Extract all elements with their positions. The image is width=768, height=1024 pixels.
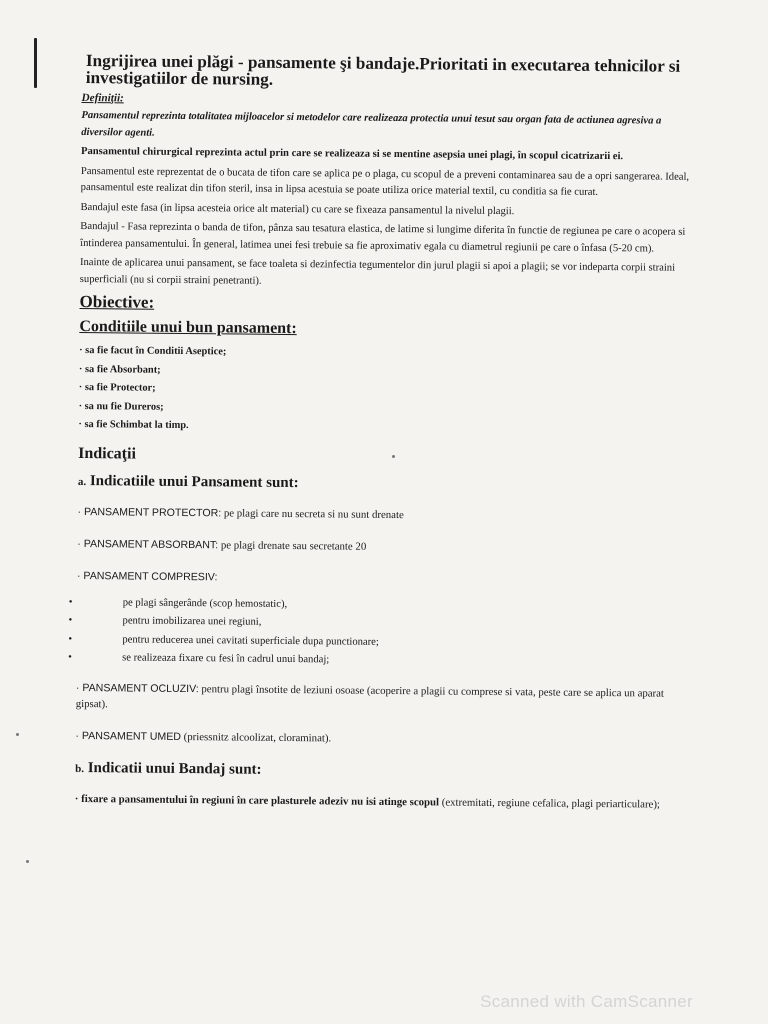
pansament-item — [77, 535, 699, 557]
list-item: · sa fie Schimbat la timp. — [78, 418, 189, 432]
item-text: (extremitati, regiune cefalica, plagi periarticulare); — [438, 795, 661, 811]
section-letter: a. — [77, 475, 87, 488]
item-text: pe plagi care nu secreta si nu sunt drenate — [221, 506, 404, 521]
scan-speck — [16, 733, 19, 736]
list-item: · sa fie Absorbant; — [78, 363, 161, 376]
conditions-list — [78, 342, 701, 440]
conditions-heading — [79, 318, 701, 342]
section-letter: b. — [75, 762, 85, 775]
list-item: · sa nu fie Dureros; — [78, 400, 164, 413]
item-text: pe plagi drenate sau secretante 20 — [218, 538, 367, 553]
pansament-item — [76, 679, 698, 717]
definition-paragraph: Pansamentul chirurgical reprezinta actul prin care se realizeaza si se mentine asepsia unei plagi, în scopul cicatrizarii ei. — [80, 145, 624, 163]
margin-mark — [34, 38, 37, 88]
item-label: · PANSAMENT UMED — [75, 729, 182, 743]
item-label: · PANSAMENT COMPRESIV: — [76, 569, 218, 583]
item-label: · PANSAMENT OCLUZIV: — [75, 681, 199, 695]
pansament-item — [78, 503, 700, 525]
definition-paragraph: Inainte de aplicarea unui pansament, se face toaleta si dezinfectia tegumentelor din jurul plagii si apoi a plagii; se vor indeparta corpii straini superficiali (nu si corpii straini penetranti). — [79, 256, 676, 287]
compresiv-bullets — [76, 593, 699, 673]
pansament-item — [75, 727, 697, 749]
section-title: Indicatii unui Bandaj sunt: — [87, 759, 262, 778]
definition-paragraph: Bandajul este fasa (in lipsa acesteia orice alt material) cu care se fixeaza pansamentul la nivelul plagii. — [80, 201, 515, 217]
definitions-heading: Definiţii: — [81, 91, 124, 105]
indications-heading: Indicaţii — [78, 444, 137, 463]
conditions-heading-text: Conditiile unui bun pansament: — [79, 317, 297, 338]
pansament-item — [77, 567, 699, 589]
item-text: (priessnitz alcoolizat, cloraminat). — [180, 730, 332, 744]
section-title: Indicatiile unui Pansament sunt: — [89, 472, 299, 491]
bandaj-indications-heading — [75, 759, 697, 782]
bandaj-item — [75, 790, 697, 812]
list-item: · sa fie facut în Conditii Aseptice; — [79, 344, 227, 358]
list-item: · sa fie Protector; — [78, 381, 156, 394]
item-label: · PANSAMENT ABSORBANT: — [77, 537, 219, 551]
objectives-heading: Obiective: — [79, 291, 155, 312]
document-body — [75, 52, 704, 828]
list-item: • pentru reducerea unei cavitati superficiale dupa punctionare; — [76, 630, 698, 654]
item-label: · fixare a pansamentului în regiuni în care plasturele adeziv nu isi atinge scopul — [74, 792, 440, 808]
list-item: • pentru imobilizarea unei regiuni, — [76, 612, 698, 636]
camscanner-watermark: Scanned with CamScanner — [480, 992, 693, 1011]
item-text: pentru plagi însotite de leziuni osoase (acoperire a plagii cu comprese si vata, peste care se aplica un aparat gipsat). — [75, 682, 665, 710]
item-label: · PANSAMENT PROTECTOR: — [77, 505, 222, 519]
definition-paragraph: Bandajul - Fasa reprezinta o banda de tifon, pânza sau tesatura elastica, de latime si lungime diferita în functie de regiunea pe care o acopera si întinderea pansamentului. În general, latimea unei fesi trebuie sa fie aproximativ egala cu diametrul regiunii pe care o înfasa (5-20 cm). — [80, 220, 686, 254]
scan-speck — [26, 860, 29, 863]
definition-paragraph: Pansamentul este reprezentat de o bucata de tifon care se aplica pe o plaga, cu scopul de a preveni contaminarea sau de a opri sangerarea. Ideal, pansamentul este realizat din tifon steril, insa in lipsa acestuia se poate utiliza orice material textil, cu conditia sa fie curat. — [80, 165, 690, 198]
list-item: • se realizeaza fixare cu fesi în cadrul unui bandaj; — [76, 649, 698, 673]
list-item: • pe plagi sângerânde (scop hemostatic), — [77, 593, 699, 617]
pansament-indications-heading — [78, 472, 700, 495]
definition-paragraph: Pansamentul reprezinta totalitatea mijloacelor si metodelor care realizeaza protectia unui tesut sau organ fata de actiunea agresiva a diversilor agenti. — [81, 109, 662, 139]
document-title: Ingrijirea unei plăgi - pansamente şi bandaje.Prioritati in executarea tehnicilor si investigatiilor de nursing. — [85, 51, 681, 89]
